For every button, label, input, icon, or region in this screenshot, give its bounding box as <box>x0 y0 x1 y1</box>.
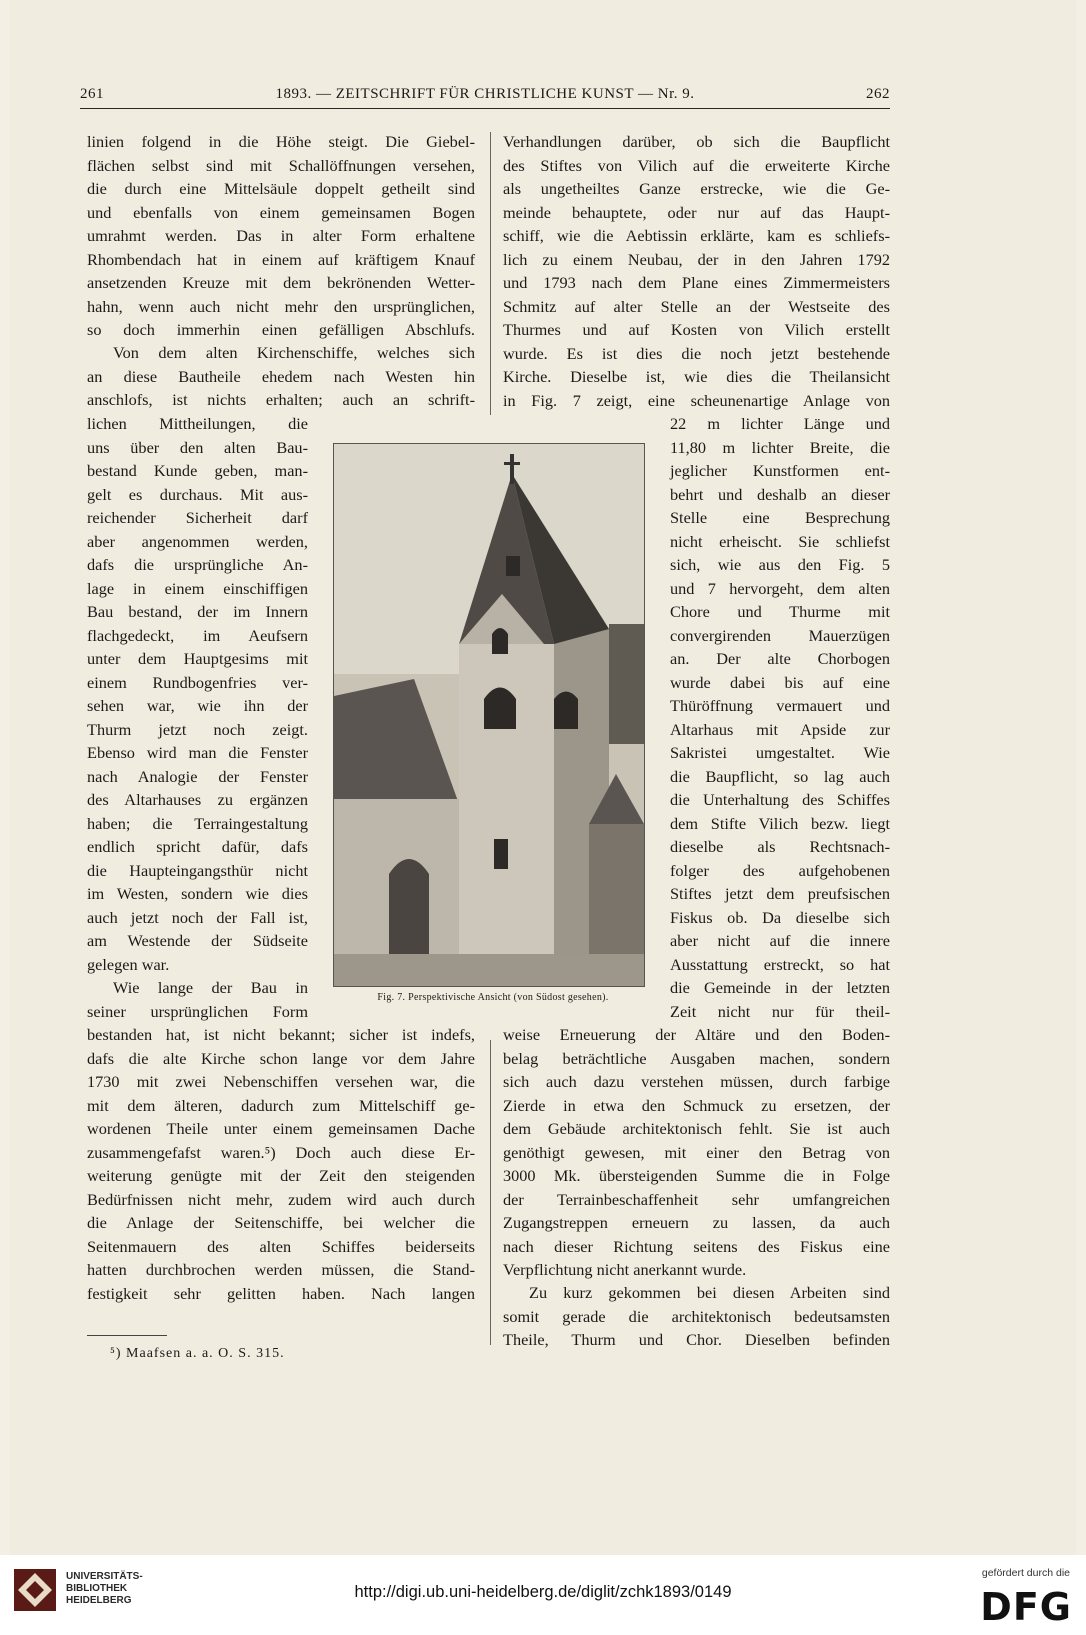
page-number-right: 262 <box>866 86 890 102</box>
footnote: ⁵) Maafsen a. a. O. S. 315. <box>110 1346 285 1361</box>
footnote-rule <box>87 1335 167 1336</box>
source-url[interactable]: http://digi.ub.uni-heidelberg.de/diglit/zchk1893/0149 <box>354 1583 732 1601</box>
page-number-left: 261 <box>80 86 104 102</box>
column-divider <box>490 1040 491 1345</box>
digitization-footer <box>0 1555 1086 1635</box>
running-header <box>80 82 890 108</box>
left-paragraph-2-narrow: lichen Mittheilungen, die uns über den alten Bau- bestand Kunde geben, man- gelt es durchaus. Mit aus- reichender Sicherheit darf aber angenommen werden, dafs die ursprüngliche An- lage in einem einschiffigen Bau bestand, der im Innern flachgedeckt, im Aeufsern unter dem Hauptgesims mit einem Rundbogenfries ver- sehen war, wie ihn der Thurm jetzt noch zeigt. Ebenso wird man die Fenster nach Analogie der Fenster des Altarhauses zu ergänzen haben; die Terraingestaltung endlich spricht dafür, dafs die Haupteingangsthür nicht im Westen, sondern wie dies auch jetzt noch der Fall ist, am Westende der Südseite gelegen war. <box>87 414 308 974</box>
left-paragraph-3-narrow: Wie lange der Bau in seiner ursprünglichen Form <box>87 978 308 1021</box>
left-paragraph-3: bestanden hat, ist nicht bekannt; sicher ist indefs, dafs die alte Kirche schon lange vor dem Jahre 1730 mit zwei Nebenschiffen versehen war, die mit dem älteren, dadurch zum Mittelschiff ge- wordenen Theile unter einem gemeinsamen Dache zusammengefafst waren.⁵) Doch auch diese Er- weiterung genügte mit der Zeit den steigenden Bedürfnissen nicht mehr, zudem wird auch durch die Anlage der Seitenschiffe, bei welcher die Seitenmauern des alten Schiffes beiderseits hatten durchbrochen werden müssen, die Stand- festigkeit sehr gelitten haben. Nach langen <box>87 1025 475 1303</box>
header-rule <box>80 108 890 109</box>
left-paragraph-1: linien folgend in die Höhe steigt. Die Giebel- flächen selbst sind mit Schallöffnungen versehen, die durch eine Mittelsäule doppelt getheilt sind und ebenfalls von einem gemeinsamen Bogen umrahmt werden. Das in alter Form erhaltene Rhombendach hat in einem auf kräftigem Knauf ansetzenden Kreuze mit dem bekrönenden Wetter- hahn, wenn auch nicht mehr den ursprünglichen, so doch immerhin einen gefälligen Abschlufs. <box>87 132 475 339</box>
left-paragraph-2: Von dem alten Kirchenschiffe, welches sich an diese Bautheile ehedem nach Westen hin anschlofs, ist nichts erhalten; auch an schrift- <box>87 343 475 409</box>
right-paragraph-1-narrow: 22 m lichter Länge und 11,80 m lichter Breite, die jeglicher Kunstformen ent- behrt und deshalb an dieser Stelle eine Besprechung nicht erheischt. Sie schliefst sich, wie aus den Fig. 5 und 7 hervorgeht, dem alten Chore und Thurme mit convergirenden Mauerzügen an. Der alte Chorbogen wurde dabei bis auf eine Thüröffnung vermauert und Altarhaus mit Apside zur Sakristei umgestaltet. Wie die Baupflicht, so lag auch die Unterhaltung des Schiffes dem Stifte Vilich bezw. liegt dieselbe als Rechtsnach- folger des aufgehobenen Stiftes jetzt dem preufsischen Fiskus ob. Da dieselbe sich aber nicht auf die innere Ausstattung erstreckt, so hat die Gemeinde in der letzten Zeit nicht nur für theil- <box>670 414 890 1021</box>
right-paragraph-1: Verhandlungen darüber, ob sich die Baupflicht des Stiftes von Vilich auf die erweiterte Kirche als ungetheiltes Ganze erstrecke, wie die Ge- meinde behauptete, oder nur auf das Haupt- schiff, wie die Aebtissin erklärte, kam es schliefs- lich zu einem Neubau, der in den Jahren 1792 und 1793 nach dem Plane eines Zimmermeisters Schmitz auf alter Stelle an der Westseite des Thurmes und auf Kosten von Vilich erstellt wurde. Es ist dies die noch jetzt bestehende Kirche. Dieselbe ist, wie dies die Theilansicht in Fig. 7 zeigt, eine scheunenartige Anlage von <box>503 132 890 410</box>
funding-note: gefördert durch die <box>981 1567 1070 1579</box>
column-divider <box>490 132 491 415</box>
right-paragraph-2: Zu kurz gekommen bei diesen Arbeiten sind somit gerade die architektonisch bedeutsamsten Theile, Thurm und Chor. Dieselben befinden <box>503 1283 890 1349</box>
library-name: UNIVERSITÄTS- BIBLIOTHEK HEIDELBERG <box>66 1571 143 1606</box>
running-title: 1893. — ZEITSCHRIFT FÜR CHRISTLICHE KUNST — Nr. 9. <box>275 86 695 102</box>
right-paragraph-1-cont: weise Erneuerung der Altäre und den Boden- belag beträchtliche Ausgaben machen, sondern sich auch dazu verstehen müssen, durch farbige Zierde in etwa den Schmuck zu ersetzen, der dem Gebäude architektonisch fehlt. Sie ist auch genöthigt gewesen, mit einer den Betrag von 3000 Mk. übersteigenden Summe die in Folge der Terrainbeschaffenheit sehr umfangreichen Zugangstreppen erneuern zu lassen, da auch nach dieser Richtung seitens des Fiskus eine Verpflichtung nicht anerkannt wurde. <box>503 1025 890 1279</box>
dfg-logo: DFG <box>980 1585 1072 1629</box>
church-tower-photograph <box>333 443 645 987</box>
figure-caption: Fig. 7. Perspektivische Ansicht (von Südost gesehen). <box>377 992 609 1003</box>
